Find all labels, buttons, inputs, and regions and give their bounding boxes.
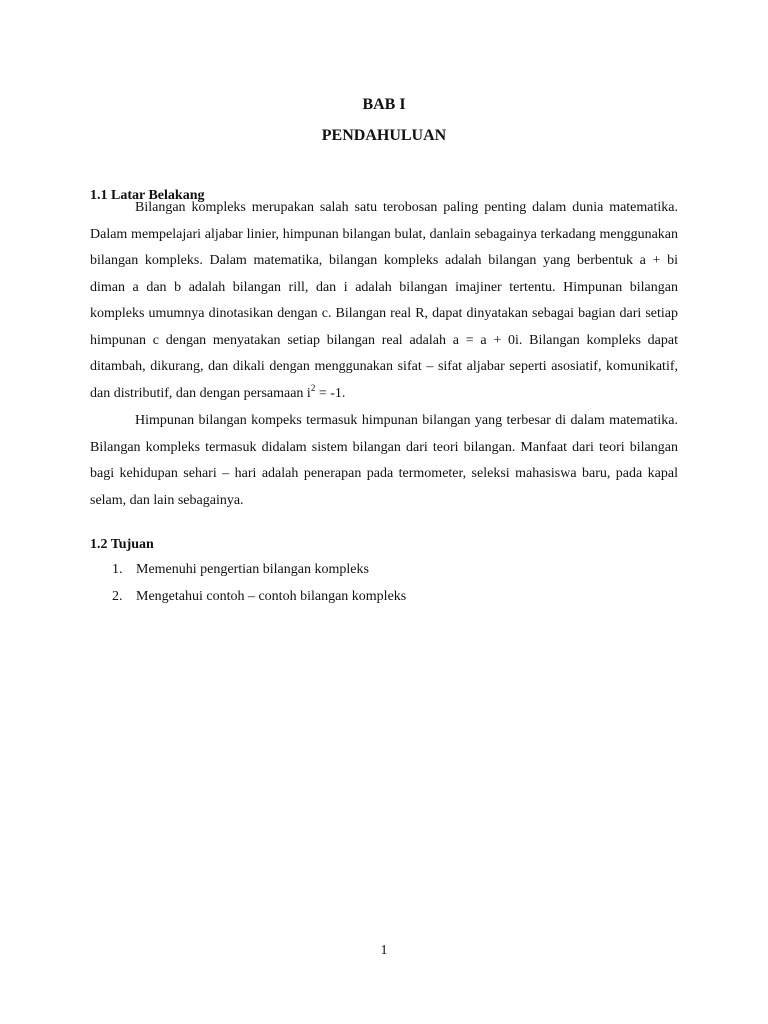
list-item-number: 1. (112, 562, 123, 577)
list-item (90, 556, 678, 583)
paragraph-latar-belakang-2: Himpunan bilangan kompeks termasuk himpunan bilangan yang terbesar di dalam matematika. Bilangan kompleks termasuk didalam sistem bilangan dari teori bilangan. Manfaat dari teori bilangan bagi kehidupan sehari – hari adalah penerapan pada termometer, seleksi mahasiswa baru, pada kapal selam, dan lain sebagainya. (90, 413, 678, 508)
superscript-exponent: 2 (310, 382, 316, 393)
chapter-label: BAB I (362, 96, 406, 113)
tujuan-list (90, 556, 678, 610)
page-number: 1 (380, 943, 388, 958)
section-heading-tujuan: 1.2 Tujuan (90, 537, 154, 552)
section-heading-latar-belakang: 1.1 Latar Belakang (90, 188, 205, 203)
list-item (90, 583, 678, 610)
list-item-text: Memenuhi pengertian bilangan kompleks (136, 562, 369, 577)
list-item-text: Mengetahui contoh – contoh bilangan kompleks (136, 589, 407, 604)
paragraph-1-end: = -1. (315, 385, 346, 401)
chapter-title: PENDAHULUAN (321, 127, 447, 144)
list-item-number: 2. (112, 589, 123, 604)
paragraph-1-text: Bilangan kompleks merupakan salah satu terobosan paling penting dalam dunia matematika. Dalam mempelajari aljabar linier, himpunan bilangan bulat, danlain sebagainya terkadang menggunakan bilangan kompleks. Dalam matematika, bilangan kompleks adalah bilangan yang berbentuk a + bi diman a dan b adalah bilangan rill, dan i adalah bilangan imajiner tertentu. Himpunan bilangan kompleks umumnya dinotasikan dengan c. Bilangan real R, dapat dinyatakan sebagai bagian dari setiap himpunan c dengan menyatakan setiap bilangan real adalah a = a + 0i. Bilangan kompleks dapat ditambah, dikurang, dan dikali dengan menggunakan sifat – sifat aljabar seperti asosiatif, komunikatif, dan distributif, dan dengan persamaan i (90, 200, 678, 401)
paragraph-latar-belakang-1 (90, 195, 678, 407)
